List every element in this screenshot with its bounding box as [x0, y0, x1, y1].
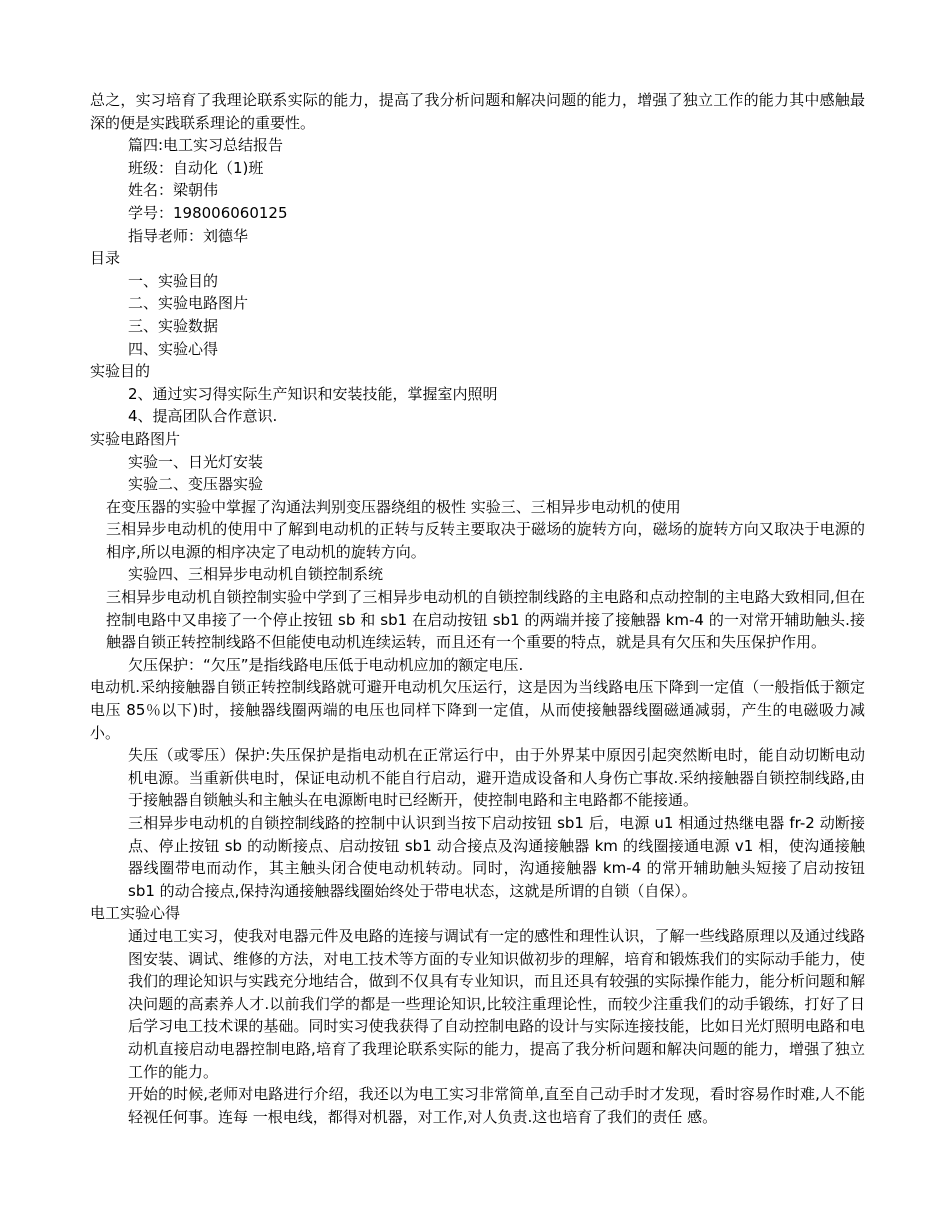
text-line: 在变压器的实验中掌握了沟通法判别变压器绕组的极性 实验三、三相异步电动机的使用	[106, 497, 681, 516]
text-line: 姓名：梁朝伟	[128, 181, 219, 200]
text-line: 目录	[90, 249, 121, 268]
text-line: 四、实验心得	[128, 339, 219, 358]
text-line: 二、实验电路图片	[128, 294, 249, 313]
text-line: 篇四:电工实习总结报告	[128, 136, 284, 155]
text-line: 学号：198006060125	[128, 203, 288, 222]
text-line: 班级：自动化（1)班	[128, 158, 264, 177]
paragraph: 三相异步电动机自锁控制实验中学到了三相异步电动机的自锁控制线路的主电路和点动控制的主电路大致相同,但在控制电路中又串接了一个停止按钮 sb 和 sb1 在启动按钮 sb1 的两端并接了接触器 km-4 的一对常开辅助触头.接触器自锁正转控制线路不但能使电动机连续运转，而且还有一个重要的特点，就是具有欠压和失压保护作用。	[106, 588, 865, 652]
text-line: 4、提高团队合作意识.	[128, 407, 278, 426]
text-line: 实验二、变压器实验	[128, 475, 264, 494]
paragraph: 通过电工实习，使我对电器元件及电路的连接与调试有一定的感性和理性认识，了解一些线路原理以及通过线路图安装、调试、维修的方法，对电工技术等方面的专业知识做初步的理解，培育和锻炼我们的实际动手能力，使我们的理论知识与实践充分地结合，做到不仅具有专业知识，而且还具有较强的实际操作能力，能分析问题和解决问题的高素养人才.以前我们学的都是一些理论知识,比较注重理论性，而较少注重我们的动手锻练，打好了日后学习电工技术课的基础。同时实习使我获得了自动控制电路的设计与实际连接技能，比如日光灯照明电路和电动机直接启动电器控制电路,培育了我理论联系实际的能力，提高了我分析问题和解决问题的能力，增强了独立工作的能力。	[128, 926, 865, 1081]
text-line: 三、实验数据	[128, 316, 219, 335]
text-line: 实验目的	[90, 362, 151, 381]
paragraph: 三相异步电动机的使用中了解到电动机的正转与反转主要取决于磁场的旋转方向，磁场的旋转方向又取决于电源的相序,所以电源的相序决定了电动机的旋转方向。	[106, 520, 865, 561]
paragraph: 三相异步电动机的自锁控制线路的控制中认识到当按下启动按钮 sb1 后，电源 u1 相通过热继电器 fr-2 动断接点、停止按钮 sb 的动断接点、启动按钮 sb1 动合接点及沟通接触器 km 的线圈接通电源 v1 相，使沟通接触器线圈带电而动作，其主触头闭合使电动机转动。同时，沟通接触器 km-4 的常开辅助触头短接了启动按钮 sb1 的动合接点,保持沟通接触器线圈始终处于带电状态，这就是所谓的自锁（自保）。	[128, 814, 865, 900]
text-line: 指导老师：刘德华	[128, 226, 249, 245]
text-line: 欠压保护：“欠压”是指线路电压低于电动机应加的额定电压.	[128, 655, 524, 674]
text-line: 实验四、三相异步电动机自锁控制系统	[128, 565, 384, 584]
document-body	[90, 89, 865, 1128]
paragraph: 电动机.采纳接触器自锁正转控制线路就可避开电动机欠压运行，这是因为当线路电压下降到一定值（一般指低于额定电压 85％以下)时，接触器线圈两端的电压也同样下降到一定值，从而使接触器线圈磁通减弱，产生的电磁吸力减小。	[90, 678, 865, 742]
text-line: 电工实验心得	[90, 904, 181, 923]
text-line: 2、通过实习得实际生产知识和安装技能，掌握室内照明	[128, 384, 498, 403]
paragraph: 总之，实习培育了我理论联系实际的能力，提高了我分析问题和解决问题的能力，增强了独立工作的能力其中感触最深的便是实践联系理论的重要性。	[90, 91, 865, 132]
paragraph: 失压（或零压）保护:失压保护是指电动机在正常运行中，由于外界某中原因引起突然断电时，能自动切断电动机电源。当重新供电时，保证电动机不能自行启动，避开造成设备和人身伤亡事故.采纳接触器自锁控制线路,由于接触器自锁触头和主触头在电源断电时已经断开，使控制电路和主电路都不能接通。	[128, 746, 865, 810]
text-line: 实验电路图片	[90, 429, 181, 448]
text-line: 实验一、日光灯安装	[128, 452, 264, 471]
paragraph: 开始的时候,老师对电路进行介绍，我还以为电工实习非常简单,直至自己动手时才发现，看时容易作时难,人不能轻视任何事。连每 一根电线，都得对机器，对工作,对人负责.这也培育了我们的责任 感。	[128, 1085, 865, 1126]
text-line: 一、实验目的	[128, 271, 219, 290]
